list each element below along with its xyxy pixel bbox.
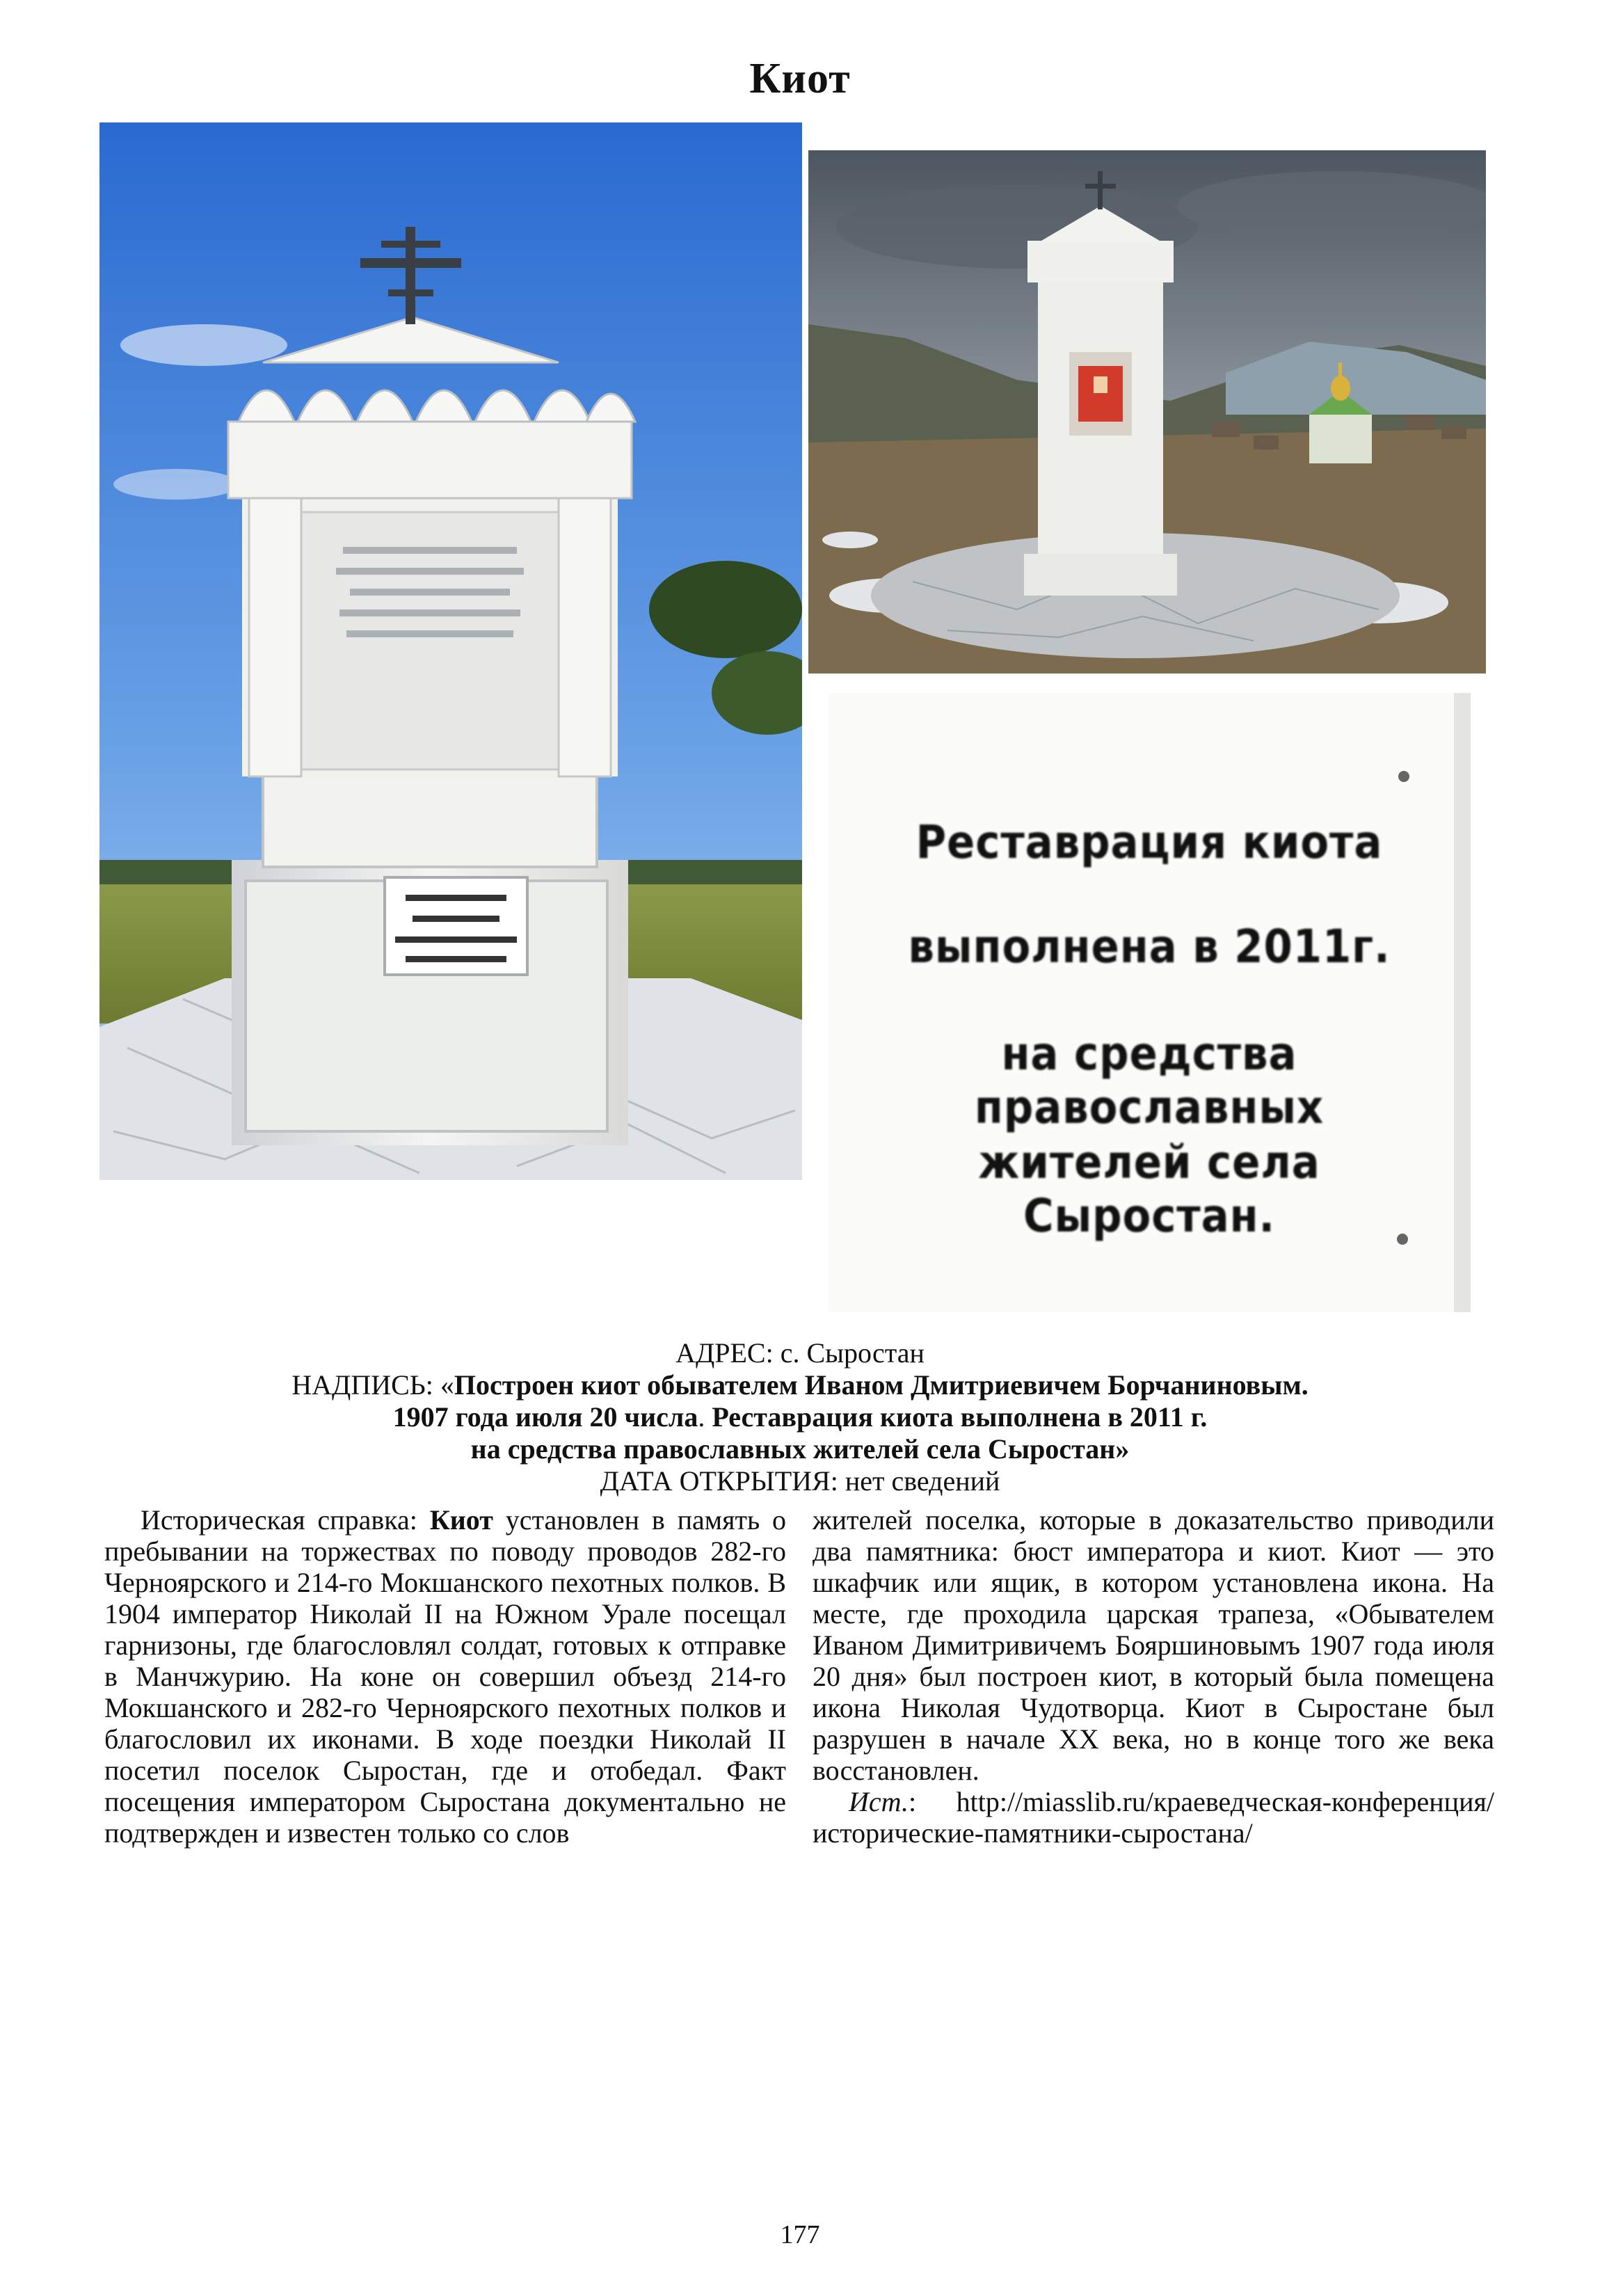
body-column-left [104,1504,786,1849]
inscription-text: на средства православных жителей села Сыростан» [470,1433,1130,1465]
inscription-line-2: 1907 года июля 20 числа. Реставрация киота выполнена в 2011 г. [392,1401,1208,1433]
source-paragraph [813,1786,1494,1849]
plaque-line: выполнена в 2011г. [908,920,1391,973]
plaque-line: жителей села Сыростан. [978,1135,1320,1243]
source-label: Ист. [849,1786,909,1817]
opening-date-line [0,1465,1600,1497]
plaque-line: Реставрация киота [915,815,1383,869]
inscription-line-1 [0,1369,1600,1401]
address-line [0,1337,1600,1369]
inscription-text: Реставрация киота выполнена в 2011 г. [712,1401,1208,1433]
kiot-landscape-photo [808,150,1486,673]
kiot-term: Киот [429,1504,493,1536]
opening-date-label: ДАТА ОТКРЫТИЯ: [600,1465,838,1497]
inscription-text: 1907 года июля 20 числа [392,1401,698,1433]
plaque-line: на средства православных [974,1027,1325,1134]
body-text: установлен в память о пребывании на торжествах по поводу проводов 282-го Черноярского и 214-го Мокшанского пехотных полков. В 1904 император Николай II на Южном Урале посещал гарнизоны, где благословлял солдат, готовых к отправке в Манчжурию. На коне он совершил объезд 214-го Мокшанского и 282-го Черноярского пехотных полков и благословил их иконами. В ходе поездки Николай II посетил поселок Сыростан, где и отобедал. Факт посещения императором Сыростана документально не подтвержден и известен только со слов [104,1504,786,1849]
restoration-plaque-photo [828,693,1471,1312]
inscription-line-3 [0,1433,1600,1465]
body-paragraph: жителей поселка, которые в доказательство приводили два памятника: бюст императора и киот. Киот — это шкафчик или ящик, в котором установлена икона. На месте, где проходила царская трапеза, «Обывателем Иваном Димитривичемъ Бояршиновымъ 1907 года июля 20 дня» был построен киот, в который была помещена икона Николая Чудотворца. Киот в Сыростане был разрушен в начале XX века, но в конце того же века восстановлен. [813,1504,1494,1786]
body-column-right [813,1504,1494,1849]
historical-note-paragraph [104,1504,786,1849]
page-title: Киот [749,55,851,102]
intro-label: Историческая справка: [141,1504,417,1536]
inscription-label: НАДПИСЬ: « [291,1369,454,1401]
page-number: 177 [780,2220,820,2249]
source-link[interactable]: : http://miasslib.ru/краеведческая-конференция/исторические-памятники-сыростана/ [813,1786,1494,1849]
opening-date-value: нет сведений [845,1465,1000,1497]
address-label: АДРЕС: [675,1337,774,1369]
address-value: с. Сыростан [780,1337,925,1369]
inscription-text: Построен киот обывателем Иваном Дмитриевичем Борчаниновым. [454,1369,1309,1401]
kiot-close-up-photo [99,122,802,1180]
